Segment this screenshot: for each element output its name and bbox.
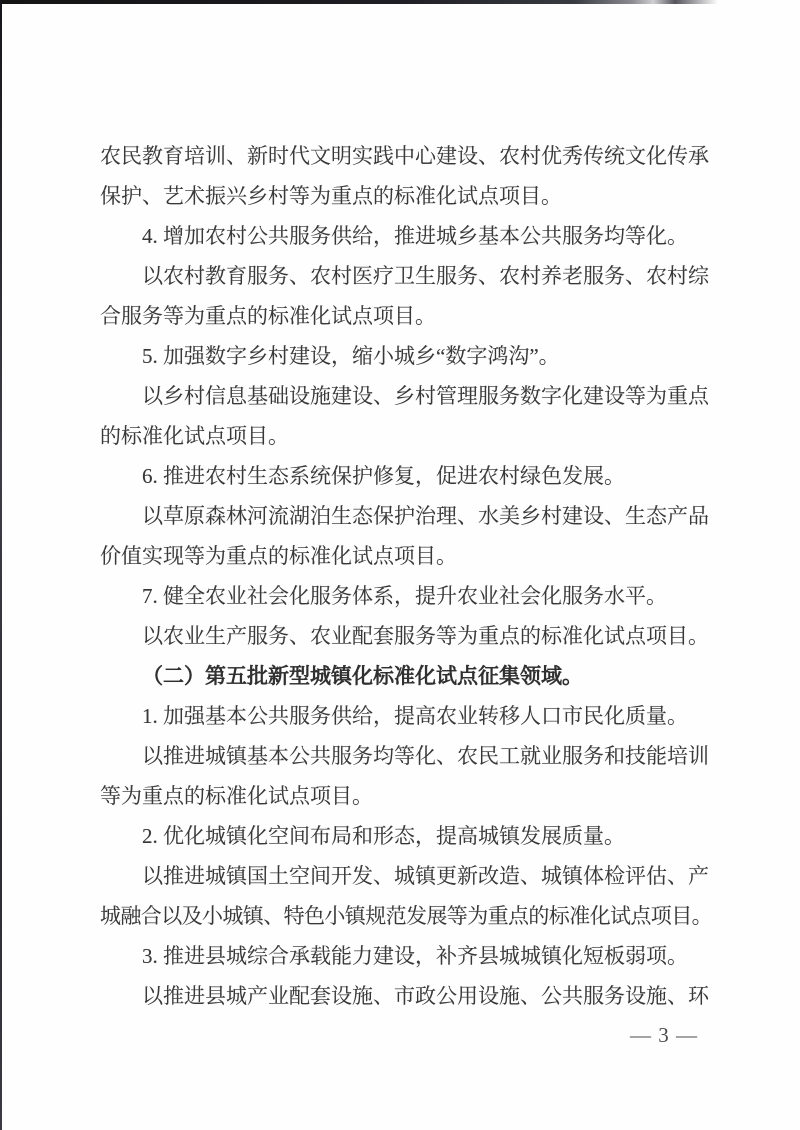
text-line: 7. 健全农业社会化服务体系，提升农业社会化服务水平。 <box>142 584 667 608</box>
text-line: 2. 优化城镇化空间布局和形态，提高城镇发展质量。 <box>142 824 625 848</box>
text-line: 6. 推进农村生态系统保护修复，促进农村绿色发展。 <box>142 464 625 488</box>
text-line: 保护、艺术振兴乡村等为重点的标准化试点项目。 <box>100 184 562 208</box>
text-line: 等为重点的标准化试点项目。 <box>100 784 373 808</box>
text-line: 4. 增加农村公共服务供给，推进城乡基本公共服务均等化。 <box>142 224 688 248</box>
text-line: 以农业生产服务、农业配套服务等为重点的标准化试点项目。 <box>142 624 709 648</box>
text-line: 城融合以及小城镇、特色小镇规范发展等为重点的标准化试点项目。 <box>100 904 712 928</box>
text-line: 农民教育培训、新时代文明实践中心建设、农村优秀传统文化传承 <box>100 144 709 168</box>
section-heading: （二）第五批新型城镇化标准化试点征集领域。 <box>142 664 583 688</box>
text-line: 1. 加强基本公共服务供给，提高农业转移人口市民化质量。 <box>142 704 688 728</box>
document-text-body <box>100 136 712 1016</box>
text-line: 的标准化试点项目。 <box>100 424 289 448</box>
text-line: 3. 推进县城综合承载能力建设，补齐县城城镇化短板弱项。 <box>142 944 688 968</box>
text-line: 以草原森林河流湖泊生态保护治理、水美乡村建设、生态产品 <box>142 504 709 528</box>
text-line: 以推进城镇国土空间开发、城镇更新改造、城镇体检评估、产 <box>142 864 709 888</box>
text-line: 合服务等为重点的标准化试点项目。 <box>100 304 436 328</box>
text-line: 5. 加强数字乡村建设，缩小城乡“数字鸿沟”。 <box>142 344 560 368</box>
page-number: — 3 — <box>630 1023 698 1047</box>
scan-edge-left-icon <box>0 0 2 1130</box>
text-line: 以推进县城产业配套设施、市政公用设施、公共服务设施、环 <box>142 984 709 1008</box>
text-line: 以推进城镇基本公共服务均等化、农民工就业服务和技能培训 <box>142 744 709 768</box>
scan-edge-top-icon <box>0 0 718 4</box>
text-line: 以乡村信息基础设施建设、乡村管理服务数字化建设等为重点 <box>142 384 709 408</box>
text-line: 以农村教育服务、农村医疗卫生服务、农村养老服务、农村综 <box>142 264 709 288</box>
text-line: 价值实现等为重点的标准化试点项目。 <box>100 544 457 568</box>
